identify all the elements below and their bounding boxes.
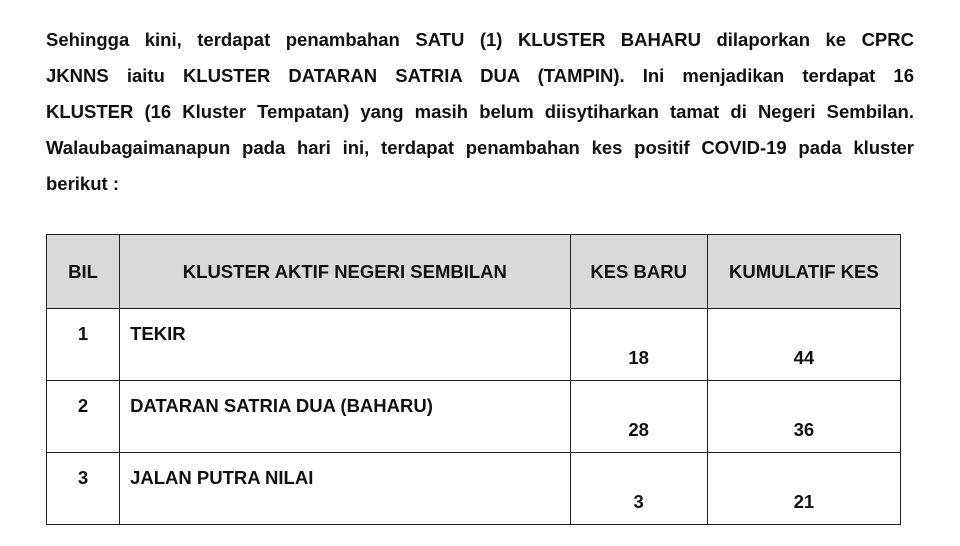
table-header xyxy=(47,235,901,309)
header-new-cases: KES BARU xyxy=(570,235,707,309)
cell-cluster-name: TEKIR xyxy=(120,309,571,381)
cell-new-cases: 18 xyxy=(570,309,707,381)
header-cumulative: KUMULATIF KES xyxy=(707,235,900,309)
paragraph-line: Walaubagaimanapun pada hari ini, terdapat penambahan kes positif COVID-19 pada kluster xyxy=(46,137,914,158)
paragraph-line: JKNNS iaitu KLUSTER DATARAN SATRIA DUA (TAMPIN). Ini menjadikan terdapat 16 xyxy=(46,65,914,86)
paragraph-line: berikut : xyxy=(46,173,119,194)
cell-bil: 1 xyxy=(47,309,120,381)
table-row xyxy=(47,453,901,525)
header-row xyxy=(47,235,901,309)
cell-cumulative: 21 xyxy=(707,453,900,525)
cell-cumulative: 36 xyxy=(707,381,900,453)
cell-new-cases: 28 xyxy=(570,381,707,453)
header-cluster: KLUSTER AKTIF NEGERI SEMBILAN xyxy=(120,235,571,309)
cell-bil: 2 xyxy=(47,381,120,453)
cluster-table xyxy=(46,234,901,525)
table-row xyxy=(47,381,901,453)
header-bil: BIL xyxy=(47,235,120,309)
paragraph-line: KLUSTER (16 Kluster Tempatan) yang masih belum diisytiharkan tamat di Negeri Sembilan. xyxy=(46,101,914,122)
cell-cumulative: 44 xyxy=(707,309,900,381)
cell-bil: 3 xyxy=(47,453,120,525)
announcement-paragraph xyxy=(46,22,914,202)
table-body xyxy=(47,309,901,525)
cell-cluster-name: DATARAN SATRIA DUA (BAHARU) xyxy=(120,381,571,453)
cell-new-cases: 3 xyxy=(570,453,707,525)
paragraph-line: Sehingga kini, terdapat penambahan SATU (1) KLUSTER BAHARU dilaporkan ke CPRC xyxy=(46,29,914,50)
cell-cluster-name: JALAN PUTRA NILAI xyxy=(120,453,571,525)
table-row xyxy=(47,309,901,381)
